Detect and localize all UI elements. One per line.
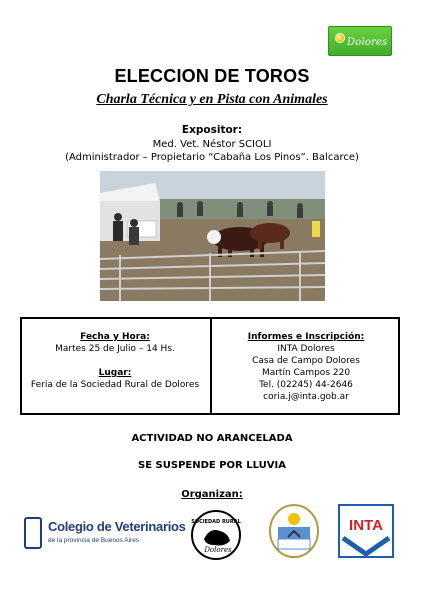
sociedad-rural-script: Dolores — [204, 546, 232, 554]
sociedad-rural-logo — [190, 509, 242, 561]
contact-line: INTA Dolores — [277, 344, 335, 354]
inta-text: INTA — [349, 517, 383, 534]
info-box-divider — [210, 317, 212, 415]
rain-notice: SE SUSPENDE POR LLUVIA — [138, 460, 286, 471]
place-label: Lugar: — [98, 368, 132, 378]
dolores-logo-text: Dolores — [347, 37, 388, 48]
page-title: ELECCION DE TOROS — [114, 66, 310, 86]
speaker-role: (Administrador – Propietario “Cabaña Los Pinos”. Balcarce) — [65, 152, 359, 163]
contact-details — [214, 331, 398, 403]
contact-line: Martín Campos 220 — [261, 368, 351, 378]
page-subtitle: Charla Técnica y en Pista con Animales — [96, 92, 328, 107]
place-value: Feria de la Sociedad Rural de Dolores — [30, 380, 200, 390]
contact-email[interactable]: coria.j@inta.gob.ar — [263, 392, 349, 402]
buenos-aires-emblem — [266, 503, 322, 559]
free-activity-notice: ACTIVIDAD NO ARANCELADA — [131, 433, 293, 444]
cattle-show-photo — [100, 171, 325, 301]
date-value: Martes 25 de Julio – 14 Hs. — [55, 344, 175, 354]
colegio-name: Colegio de Veterinarios — [48, 519, 186, 534]
colegio-veterinarios-logo — [24, 517, 186, 549]
contact-line: Tel. (02245) 44-2646 — [259, 380, 353, 390]
inta-logo — [338, 504, 394, 558]
colegio-subtitle: de la provincia de Buenos Aires — [48, 537, 140, 544]
sun-icon — [335, 33, 345, 43]
speaker-label: Expositor: — [181, 124, 243, 136]
speaker-name: Med. Vet. Néstor SCIOLI — [152, 139, 272, 150]
organizers-label: Organizan: — [181, 489, 243, 500]
sociedad-rural-text: SOCIEDAD RURAL — [191, 519, 241, 525]
dolores-logo — [328, 26, 392, 56]
colegio-emblem-icon — [24, 517, 42, 549]
contact-label: Informes e Inscripción: — [247, 332, 365, 342]
contact-line: Casa de Campo Dolores — [252, 356, 360, 366]
date-label: Fecha y Hora: — [80, 332, 150, 342]
event-details — [22, 331, 208, 391]
